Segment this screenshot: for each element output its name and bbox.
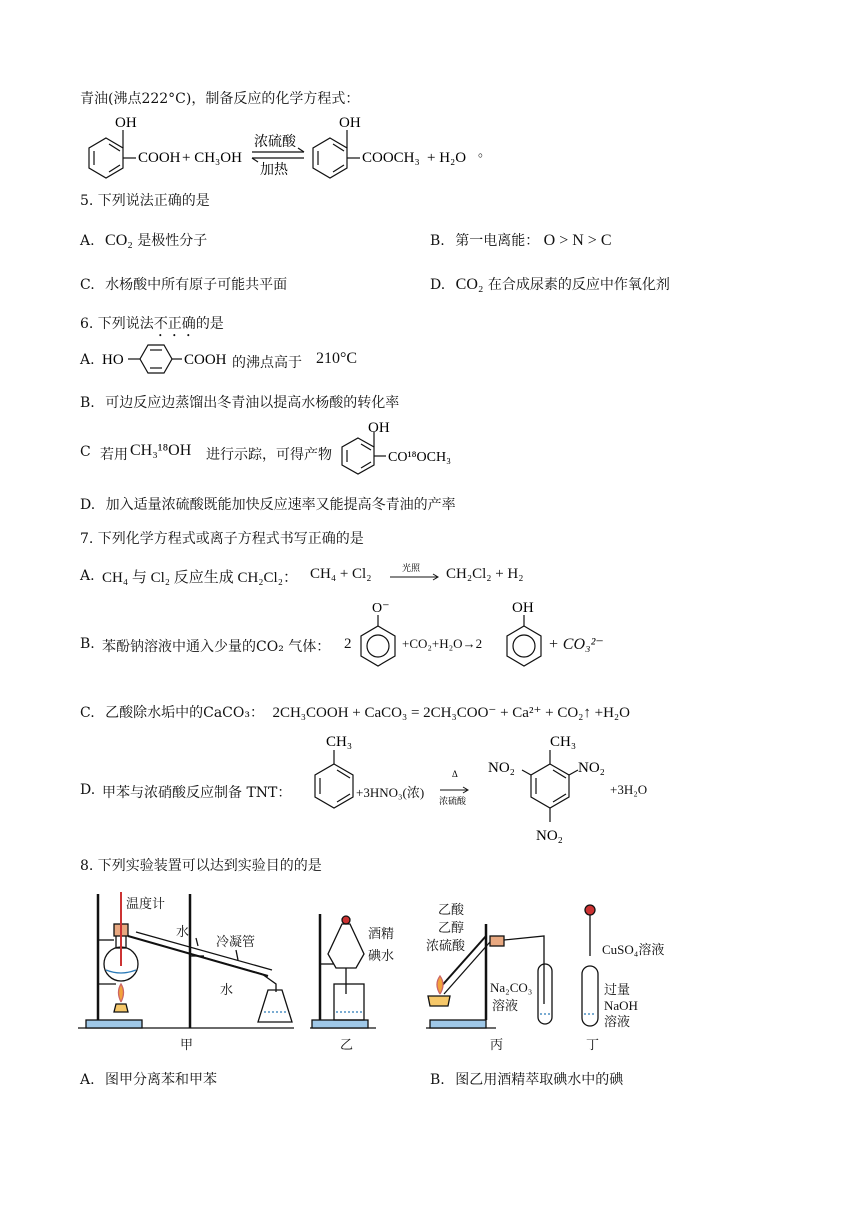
ester-label: COOCH₃ xyxy=(362,150,420,166)
q7-option-b[interactable] xyxy=(80,598,640,676)
nitro-bottom: NO₂ xyxy=(536,828,563,844)
oh-label-product: OH xyxy=(339,115,361,131)
heat-symbol: Δ xyxy=(452,769,458,779)
option-text: 可边反应边蒸馏出冬青油以提高水杨酸的转化率 xyxy=(105,395,400,411)
q6-option-a[interactable] xyxy=(80,342,480,376)
option-label: B. xyxy=(80,395,95,411)
thermometer-label: 温度计 xyxy=(126,896,166,911)
option-text: 图乙用酒精萃取碘水中的碘 xyxy=(455,1072,624,1088)
water: +3H₂O xyxy=(610,782,648,797)
water-out-label: 水 xyxy=(220,982,234,997)
q6-option-d[interactable] xyxy=(80,494,456,514)
ding-label-excess: 过量 xyxy=(604,982,631,997)
oh-label: OH xyxy=(115,115,137,131)
option-text: 第一电离能： xyxy=(455,233,540,249)
bing-label-sodium-carbonate: Na₂CO₃ xyxy=(490,980,533,995)
caption-yi: 乙 xyxy=(340,1037,354,1052)
coefficient: 2 xyxy=(344,636,352,652)
option-label: D. xyxy=(430,277,446,293)
nitro-left: NO₂ xyxy=(488,760,515,776)
reaction-arrow xyxy=(436,768,476,810)
temperature: 210°C xyxy=(316,350,358,367)
benzene-ring xyxy=(89,130,136,178)
option-text: 在合成尿素的反应中作氧化剂 xyxy=(487,277,670,293)
phenoxide-structure xyxy=(354,598,404,676)
oh-label: OH xyxy=(368,420,390,436)
bing-label-acetic-acid: 乙酸 xyxy=(438,902,465,917)
tnt-structure xyxy=(488,730,624,848)
option-text: 水杨酸中所有原子可能共平面 xyxy=(105,277,288,293)
nitro-right: NO₂ xyxy=(578,760,605,776)
reagents: +CO₂+H₂O→2 xyxy=(402,636,483,651)
option-label: D. xyxy=(80,782,96,798)
option-pre: 若用 xyxy=(100,447,128,463)
products: CH₂Cl₂ + H₂ xyxy=(446,566,524,582)
equation: 2CH₃COOH + CaCO₃ = 2CH₃COO⁻ + Ca²⁺ + CO₂↑ +H₂O xyxy=(272,705,630,721)
option-pre: 乙酸除水垢中的CaCO₃： xyxy=(105,705,264,721)
reactants: CH₄ + Cl₂ xyxy=(310,566,372,582)
option-label: A. xyxy=(80,352,95,368)
q6-option-b[interactable] xyxy=(80,392,399,412)
ding-label-solution: 溶液 xyxy=(604,1014,631,1029)
option-label: B. xyxy=(430,233,445,249)
option-label: D. xyxy=(80,497,96,513)
q7-option-d[interactable] xyxy=(80,730,700,848)
option-text: 的沸点高于 xyxy=(232,355,302,371)
phenol-structure xyxy=(500,598,550,676)
labeled-product xyxy=(336,418,486,478)
nitric-acid: +3HNO₃(浓) xyxy=(356,785,425,800)
o-minus-label: O⁻ xyxy=(372,601,390,616)
ding-label-naoh: NaOH xyxy=(604,998,638,1013)
cooh-label: COOH xyxy=(138,150,181,166)
stem-emphasis: 不正确 xyxy=(153,316,196,332)
q6-stem xyxy=(80,313,224,340)
q7-stem: 7. 下列化学方程式或离子方程式书写正确的是 xyxy=(80,531,364,547)
q5-option-d[interactable] xyxy=(430,274,670,294)
option-text: 加入适量浓硫酸既能加快反应速率又能提高冬青油的产率 xyxy=(105,497,456,513)
water-in-label: 水 xyxy=(176,924,190,939)
option-label: C. xyxy=(80,277,95,293)
intro-line: 青油(沸点222°C)，制备反应的化学方程式： xyxy=(80,91,360,107)
bing-label-sulfuric-acid: 浓硫酸 xyxy=(426,938,466,953)
q6-option-c[interactable] xyxy=(80,418,500,478)
option-label: C. xyxy=(80,705,95,721)
cooh-label: COOH xyxy=(184,352,227,368)
q8-stem: 8. 下列实验装置可以达到实验目的的是 xyxy=(80,858,322,874)
period: 。 xyxy=(478,144,492,159)
option-pre: 苯酚钠溶液中通入少量的CO₂ 气体： xyxy=(102,639,331,655)
caption-ding: 丁 xyxy=(586,1037,600,1052)
hydroxybenzoic-acid xyxy=(100,342,240,376)
q7-option-c[interactable] xyxy=(80,702,630,722)
option-label: A. xyxy=(80,233,95,249)
option-label: B. xyxy=(430,1072,445,1088)
bing-label-ethanol: 乙醇 xyxy=(438,920,465,935)
methanol-label: + CH₃OH xyxy=(182,150,242,166)
formula: CO₂ xyxy=(455,276,484,293)
stem-pre: 6. 下列说法 xyxy=(80,316,154,332)
option-label: B. xyxy=(80,636,95,652)
formula: O > N > C xyxy=(543,232,612,249)
caption-jia: 甲 xyxy=(180,1037,194,1052)
water-label: + H₂O xyxy=(427,150,467,166)
option-label: A. xyxy=(80,1072,95,1088)
option-label: C xyxy=(80,444,91,460)
methyl-label: CH₃ xyxy=(326,734,353,750)
option-label: A. xyxy=(80,568,95,584)
ester-group-label: CO¹⁸OCH₃ xyxy=(388,450,451,465)
equilibrium-arrow xyxy=(252,148,304,162)
q5-option-b[interactable] xyxy=(430,230,611,250)
caption-bing: 丙 xyxy=(490,1037,504,1052)
labeled-methanol: CH₃¹⁸OH xyxy=(130,442,192,459)
q8-option-a[interactable] xyxy=(80,1069,217,1089)
q8-option-b[interactable] xyxy=(430,1069,623,1089)
q7-option-a[interactable] xyxy=(80,562,580,592)
option-pre: 甲苯与浓硝酸反应制备 TNT： xyxy=(102,785,292,801)
synthesis-equation xyxy=(78,110,498,182)
oh-label: OH xyxy=(512,600,534,616)
condenser-label: 冷凝管 xyxy=(216,934,256,949)
q5-option-c[interactable] xyxy=(80,274,287,294)
yi-label-iodine-water: 碘水 xyxy=(368,948,395,963)
option-mid: 进行示踪，可得产物 xyxy=(206,447,332,463)
benzene-ring-product xyxy=(313,130,360,178)
yi-label-alcohol: 酒精 xyxy=(368,926,395,941)
arrow-condition: 光照 xyxy=(402,563,421,573)
reaction-arrow xyxy=(388,562,444,586)
option-pre: CH₄ 与 Cl₂ 反应生成 CH₂Cl₂： xyxy=(102,570,298,586)
formula: CO₂ xyxy=(105,232,133,249)
ho-label: HO xyxy=(102,352,124,368)
ding-label-copper-sulfate: CuSO₄溶液 xyxy=(602,942,665,957)
q5-stem: 5. 下列说法正确的是 xyxy=(80,193,210,209)
toluene-structure xyxy=(308,730,364,830)
condition-bottom: 加热 xyxy=(260,163,288,178)
catalyst-label: 浓硫酸 xyxy=(439,796,467,806)
q5-option-a[interactable] xyxy=(80,230,207,250)
apparatus-figure xyxy=(76,884,696,1054)
carbonate: + CO₃²⁻ xyxy=(548,636,604,653)
methyl-label: CH₃ xyxy=(550,734,577,750)
condition-top: 浓硫酸 xyxy=(254,135,296,150)
option-text: 图甲分离苯和甲苯 xyxy=(105,1072,218,1088)
stem-post: 的是 xyxy=(195,316,224,332)
bing-label-solution: 溶液 xyxy=(492,998,519,1013)
option-text: 是极性分子 xyxy=(137,233,208,249)
